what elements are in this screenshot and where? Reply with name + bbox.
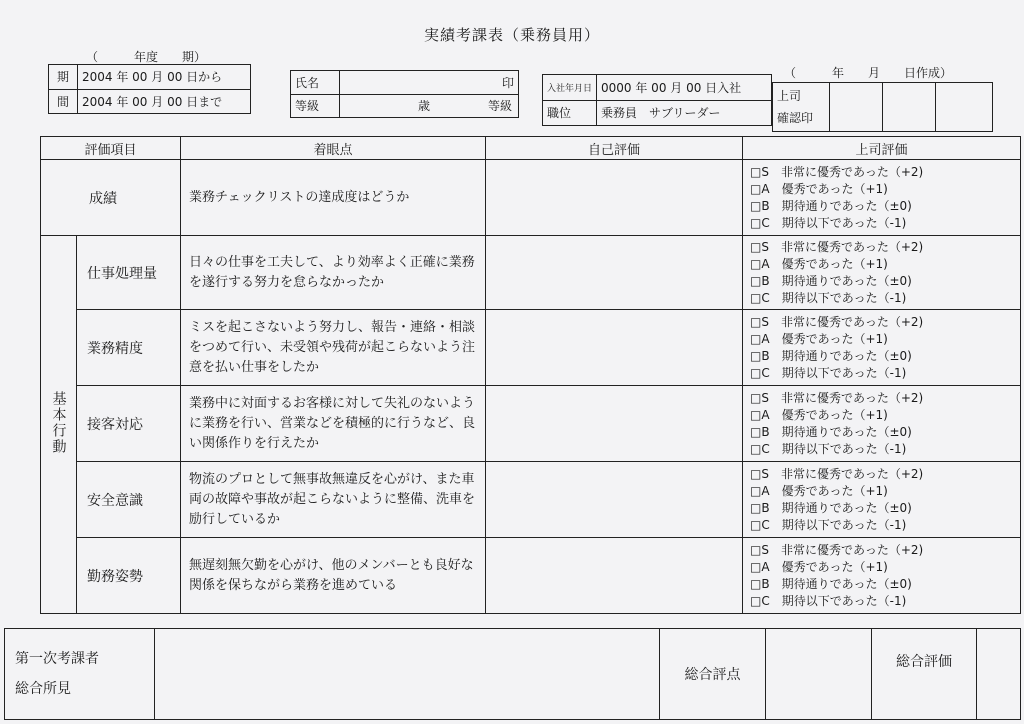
age-label: 歳 <box>418 99 431 114</box>
option-c[interactable]: □C 期待以下であった（-1) <box>750 365 907 380</box>
option-c[interactable]: □C 期待以下であった（-1) <box>750 441 907 456</box>
self-eval-cell[interactable] <box>486 386 743 462</box>
focus-point: 日々の仕事を工夫して、より効率よく正確に業務を遂行する努力を怠らなかったか <box>181 236 486 310</box>
table-row <box>41 236 1021 310</box>
table-row <box>41 538 1021 614</box>
period-table <box>48 64 251 114</box>
option-b[interactable]: □B 期待通りであった（±0) <box>750 348 912 363</box>
basic-action-cell <box>41 236 77 614</box>
option-a[interactable]: □A 優秀であった（+1) <box>750 407 888 422</box>
self-eval-cell[interactable] <box>486 236 743 310</box>
focus-point: 業務中に対面するお客様に対して失礼のないように業務を行い、営業などを積極的に行うなど、良い関係作りを行えたか <box>181 386 486 462</box>
position-value[interactable]: 乗務員 サブリーダー <box>597 100 772 126</box>
option-b[interactable]: □B 期待通りであった（±0) <box>750 500 912 515</box>
self-eval-cell[interactable] <box>486 462 743 538</box>
option-c[interactable]: □C 期待以下であった（-1) <box>750 215 907 230</box>
sheet-title: 実績考課表（乗務員用） <box>423 26 600 44</box>
confirm-table <box>772 82 993 132</box>
option-s[interactable]: □S 非常に優秀であった（+2) <box>750 164 924 179</box>
boss-eval-cell <box>743 386 1021 462</box>
position-label: 職位 <box>543 100 597 126</box>
header-focus: 着眼点 <box>181 137 486 160</box>
option-s[interactable]: □S 非常に優秀であった（+2) <box>750 314 924 329</box>
evaluation-table <box>40 136 1021 614</box>
item-label: 成績 <box>41 160 181 236</box>
overall-comment-field[interactable] <box>155 629 660 720</box>
option-b[interactable]: □B 期待通りであった（±0) <box>750 424 912 439</box>
item-label: 業務精度 <box>77 310 181 386</box>
item-label: 接客対応 <box>77 386 181 462</box>
boss-eval-cell <box>743 236 1021 310</box>
confirm-label: 確認印 <box>777 111 814 125</box>
table-row <box>41 462 1021 538</box>
boss-eval-cell <box>743 462 1021 538</box>
option-a[interactable]: □A 優秀であった（+1) <box>750 331 888 346</box>
period-label-1: 期 <box>49 65 78 90</box>
header-item: 評価項目 <box>41 137 181 160</box>
seal-box-1[interactable] <box>830 83 883 132</box>
option-a[interactable]: □A 優秀であった（+1) <box>750 559 888 574</box>
boss-eval-cell <box>743 310 1021 386</box>
seal-box-3[interactable] <box>936 83 993 132</box>
grade-label: 等級 <box>291 94 340 118</box>
seal-box-2[interactable] <box>883 83 936 132</box>
focus-point: 業務チェックリストの達成度はどうか <box>181 160 486 236</box>
created-date-header: （ 年 月 日作成） <box>784 66 953 80</box>
option-s[interactable]: □S 非常に優秀であった（+2) <box>750 466 924 481</box>
basic-action-label: 基本行動 <box>50 390 67 455</box>
reviewer-label-cell <box>5 629 155 720</box>
period-header: （ 年度 期） <box>86 50 207 64</box>
header-self: 自己評価 <box>486 137 743 160</box>
option-s[interactable]: □S 非常に優秀であった（+2) <box>750 542 924 557</box>
option-s[interactable]: □S 非常に優秀であった（+2) <box>750 239 924 254</box>
focus-point: 無遅刻無欠勤を心がけ、他のメンバーとも良好な関係を保ちながら業務を進めている <box>181 538 486 614</box>
option-c[interactable]: □C 期待以下であった（-1) <box>750 290 907 305</box>
period-label-2: 間 <box>49 89 78 114</box>
hire-date[interactable]: 0000 年 00 月 00 日入社 <box>597 75 772 101</box>
option-a[interactable]: □A 優秀であった（+1) <box>750 181 888 196</box>
option-a[interactable]: □A 優秀であった（+1) <box>750 256 888 271</box>
self-eval-cell[interactable] <box>486 160 743 236</box>
total-points-label: 総合評点 <box>660 629 766 720</box>
period-to[interactable]: 2004 年 00 月 00 日まで <box>78 89 251 114</box>
boss-eval-cell <box>743 538 1021 614</box>
self-eval-cell[interactable] <box>486 310 743 386</box>
period-from[interactable]: 2004 年 00 月 00 日から <box>78 65 251 90</box>
option-b[interactable]: □B 期待通りであった（±0) <box>750 273 912 288</box>
item-label: 仕事処理量 <box>77 236 181 310</box>
item-label: 勤務姿勢 <box>77 538 181 614</box>
header-boss: 上司評価 <box>743 137 1021 160</box>
first-reviewer-label: 第一次考課者 <box>15 651 99 667</box>
focus-point: 物流のプロとして無事故無違反を心がけ、また車両の故障や事故が起こらないように整備、洗車を励行しているか <box>181 462 486 538</box>
confirm-label-cell <box>773 83 830 132</box>
total-points-field[interactable] <box>766 629 872 720</box>
table-row <box>41 310 1021 386</box>
self-eval-cell[interactable] <box>486 538 743 614</box>
option-b[interactable]: □B 期待通りであった（±0) <box>750 198 912 213</box>
option-a[interactable]: □A 優秀であった（+1) <box>750 483 888 498</box>
table-row <box>41 386 1021 462</box>
boss-eval-cell <box>743 160 1021 236</box>
job-table <box>542 74 772 126</box>
option-c[interactable]: □C 期待以下であった（-1) <box>750 593 907 608</box>
grade-unit: 等級 <box>488 99 513 114</box>
total-eval-label: 総合評価 <box>872 629 977 720</box>
boss-label: 上司 <box>777 89 802 103</box>
focus-point: ミスを起こさないよう努力し、報告・連絡・相談をつめて行い、未受領や残荷が起こらないよう注意を払い仕事をしたか <box>181 310 486 386</box>
overall-comment-label: 総合所見 <box>15 681 71 697</box>
age-grade-cell[interactable] <box>340 94 519 118</box>
option-b[interactable]: □B 期待通りであった（±0) <box>750 576 912 591</box>
name-seal[interactable]: 印 <box>340 71 519 95</box>
table-row <box>41 160 1021 236</box>
option-s[interactable]: □S 非常に優秀であった（+2) <box>750 390 924 405</box>
option-c[interactable]: □C 期待以下であった（-1) <box>750 517 907 532</box>
name-label: 氏名 <box>291 71 340 95</box>
total-eval-field[interactable] <box>977 629 1021 720</box>
hire-label: 入社年月日 <box>543 75 597 101</box>
person-table <box>290 70 519 118</box>
summary-table <box>4 628 1021 720</box>
item-label: 安全意識 <box>77 462 181 538</box>
